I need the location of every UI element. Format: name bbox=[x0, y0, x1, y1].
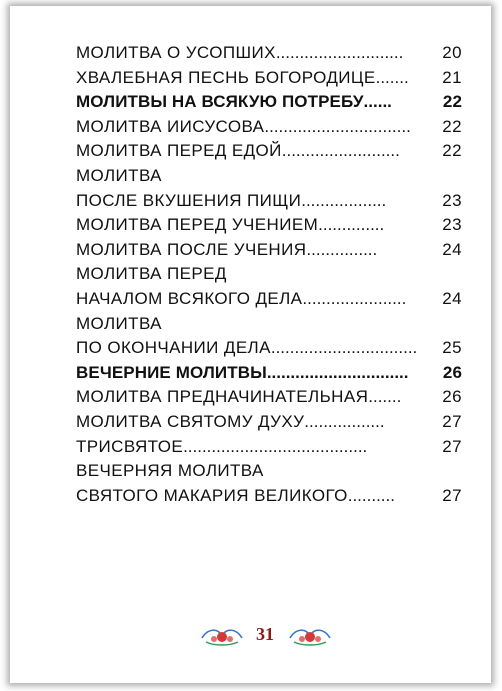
toc-entry-leader: ............................... bbox=[264, 116, 411, 136]
toc-entry-title: ПО ОКОНЧАНИИ ДЕЛА bbox=[76, 338, 271, 358]
toc-entry-leader: ....................................... bbox=[183, 436, 368, 456]
toc-entry-page: 23 bbox=[442, 215, 462, 235]
toc-entry-leader: ............................... bbox=[270, 338, 418, 358]
toc-entry-leader: .............................. bbox=[266, 362, 409, 382]
toc-entry bbox=[76, 139, 468, 164]
toc-entry-leader: ....... bbox=[375, 67, 409, 87]
page-footer bbox=[0, 622, 502, 652]
toc-entry-title: МОЛИТВЫ НА ВСЯКУЮ ПОТРЕБУ bbox=[76, 92, 364, 112]
toc-entry-leader: ...... bbox=[363, 92, 392, 112]
floral-ornament-icon bbox=[288, 626, 332, 646]
toc-entry-title: ХВАЛЕБНАЯ ПЕСНЬ БОГОРОДИЦЕ bbox=[76, 67, 376, 87]
toc-entry-title: НАЧАЛОМ ВСЯКОГО ДЕЛА bbox=[76, 288, 303, 308]
toc-entry bbox=[76, 164, 468, 189]
toc-entry-title: ВЕЧЕРНИЕ МОЛИТВЫ bbox=[76, 362, 267, 382]
toc-entry bbox=[76, 361, 468, 386]
toc-entry-leader: ......................... bbox=[281, 141, 400, 161]
toc-entry bbox=[76, 41, 468, 66]
toc-entry-page: 23 bbox=[442, 190, 462, 210]
toc-entry bbox=[76, 189, 468, 214]
toc-entry-page: 27 bbox=[442, 436, 462, 456]
toc-entry-title: МОЛИТВА bbox=[76, 313, 162, 333]
toc-entry-title: МОЛИТВА ПЕРЕД УЧЕНИЕМ bbox=[76, 215, 319, 235]
toc-entry-title: МОЛИТВА ПРЕДНАЧИНАТЕЛЬНАЯ bbox=[76, 387, 369, 407]
toc-entry bbox=[76, 459, 468, 484]
toc-entry-page: 22 bbox=[442, 92, 462, 112]
toc-entry bbox=[76, 238, 468, 263]
toc-entry-title: СВЯТОГО МАКАРИЯ ВЕЛИКОГО bbox=[76, 485, 348, 505]
toc-entry bbox=[76, 312, 468, 337]
floral-ornament-icon bbox=[200, 626, 244, 646]
toc-entry-page: 27 bbox=[442, 411, 462, 431]
toc-entry-page: 21 bbox=[442, 67, 462, 87]
toc-entry-leader: ............... bbox=[306, 239, 378, 259]
toc-entry bbox=[76, 484, 468, 509]
toc-entry bbox=[76, 66, 468, 91]
toc-entry bbox=[76, 336, 468, 361]
toc-entry-page: 26 bbox=[442, 387, 462, 407]
table-of-contents bbox=[76, 41, 468, 508]
toc-entry-title: МОЛИТВА ПЕРЕД bbox=[76, 264, 227, 284]
toc-entry bbox=[76, 287, 468, 312]
toc-entry-page: 27 bbox=[442, 485, 462, 505]
toc-entry-title: МОЛИТВА О УСОПШИХ bbox=[76, 43, 276, 62]
toc-entry-page: 22 bbox=[442, 116, 462, 136]
toc-entry-leader: .......... bbox=[347, 485, 395, 505]
toc-entry-page: 22 bbox=[442, 141, 462, 161]
toc-entry-page: 24 bbox=[442, 288, 462, 308]
toc-entry bbox=[76, 385, 468, 410]
toc-entry-title: ВЕЧЕРНЯЯ МОЛИТВА bbox=[76, 461, 264, 481]
toc-entry-title: МОЛИТВА ПЕРЕД ЕДОЙ bbox=[76, 141, 282, 161]
toc-entry bbox=[76, 213, 468, 238]
toc-entry-leader: .................. bbox=[301, 190, 387, 210]
page-number: 31 bbox=[256, 624, 274, 644]
toc-entry-title: МОЛИТВА ПОСЛЕ УЧЕНИЯ bbox=[76, 239, 307, 259]
toc-entry-page: 24 bbox=[442, 239, 462, 259]
toc-entry-title: МОЛИТВА СВЯТОМУ ДУХУ bbox=[76, 411, 305, 431]
toc-entry bbox=[76, 410, 468, 435]
toc-entry-title: МОЛИТВА bbox=[76, 165, 162, 185]
toc-entry bbox=[76, 262, 468, 287]
toc-entry bbox=[76, 90, 468, 115]
toc-entry bbox=[76, 115, 468, 140]
toc-entry-leader: ....... bbox=[368, 387, 402, 407]
toc-entry-leader: ...................... bbox=[302, 288, 407, 308]
toc-entry-page: 20 bbox=[442, 43, 462, 62]
toc-entry-leader: ................. bbox=[304, 411, 385, 431]
toc-entry-leader: .............. bbox=[318, 215, 385, 235]
toc-entry-page: 25 bbox=[442, 338, 462, 358]
toc-entry-title: ТРИСВЯТОЕ bbox=[76, 436, 184, 456]
toc-entry-leader: ........................... bbox=[275, 43, 404, 62]
toc-entry bbox=[76, 435, 468, 460]
toc-entry-page: 26 bbox=[442, 362, 462, 382]
toc-entry-title: ПОСЛЕ ВКУШЕНИЯ ПИЩИ bbox=[76, 190, 302, 210]
toc-entry-title: МОЛИТВА ИИСУСОВА bbox=[76, 116, 265, 136]
